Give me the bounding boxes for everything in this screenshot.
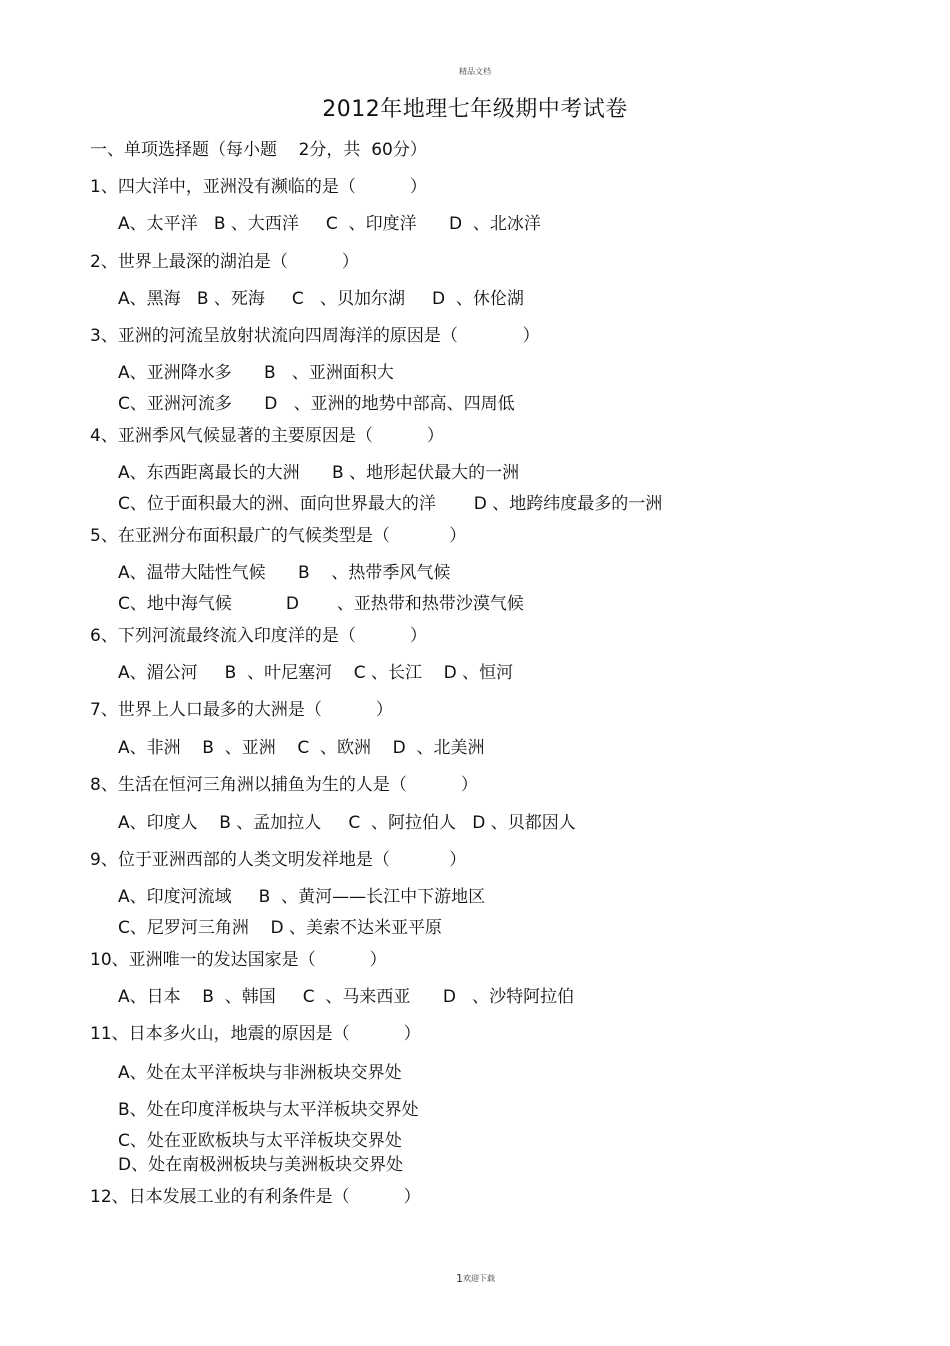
question-7-options: A、非洲 B 、亚洲 C 、欧洲 D 、北美洲 xyxy=(118,738,485,758)
question-8: 8、生活在恒河三角洲以捕鱼为生的人是（ ） xyxy=(90,775,478,795)
question-2: 2、世界上最深的湖泊是（ ） xyxy=(90,252,359,272)
question-11-option-c: C、处在亚欧板块与太平洋板块交界处 xyxy=(118,1131,402,1151)
question-7: 7、世界上人口最多的大洲是（ ） xyxy=(90,700,393,720)
question-11-option-b: B、处在印度洋板块与太平洋板块交界处 xyxy=(118,1100,419,1120)
question-3: 3、亚洲的河流呈放射状流向四周海洋的原因是（ ） xyxy=(90,326,540,346)
question-5-options-cd: C、地中海气候 D 、亚热带和热带沙漠气候 xyxy=(118,594,524,614)
question-12: 12、日本发展工业的有利条件是（ ） xyxy=(90,1187,421,1207)
question-6: 6、下列河流最终流入印度洋的是（ ） xyxy=(90,626,427,646)
question-4: 4、亚洲季风气候显著的主要原因是（ ） xyxy=(90,426,444,446)
question-9: 9、位于亚洲西部的人类文明发祥地是（ ） xyxy=(90,850,467,870)
question-3-options-cd: C、亚洲河流多 D 、亚洲的地势中部高、四周低 xyxy=(118,394,515,414)
page-title: 2012年地理七年级期中考试卷 xyxy=(322,97,628,122)
question-4-options-cd: C、位于面积最大的洲、面向世界最大的洋 D 、地跨纬度最多的一洲 xyxy=(118,494,663,514)
question-11: 11、日本多火山，地震的原因是（ ） xyxy=(90,1024,421,1044)
question-11-option-d: D、处在南极洲板块与美洲板块交界处 xyxy=(118,1155,404,1175)
page-footer xyxy=(456,1272,495,1285)
question-11-option-a: A、处在太平洋板块与非洲板块交界处 xyxy=(118,1063,402,1083)
section-heading: 一、单项选择题（每小题 2分，共 60分） xyxy=(90,140,427,160)
question-9-options-ab: A、印度河流域 B 、黄河——长江中下游地区 xyxy=(118,887,486,907)
header-note: 精品文档 xyxy=(459,67,491,76)
question-5: 5、在亚洲分布面积最广的气候类型是（ ） xyxy=(90,526,467,546)
question-3-options-ab: A、亚洲降水多 B 、亚洲面积大 xyxy=(118,363,394,383)
question-1: 1、四大洋中，亚洲没有濒临的是（ ） xyxy=(90,177,427,197)
page-number: 1 xyxy=(456,1272,463,1285)
question-8-options: A、印度人 B 、孟加拉人 C 、阿拉伯人 D 、贝都因人 xyxy=(118,813,576,833)
footer-text: 欢迎下载 xyxy=(463,1274,495,1283)
question-9-options-cd: C、尼罗河三角洲 D 、美索不达米亚平原 xyxy=(118,918,442,938)
question-1-options: A、太平洋 B 、大西洋 C 、印度洋 D 、北冰洋 xyxy=(118,214,541,234)
question-5-options-ab: A、温带大陆性气候 B 、热带季风气候 xyxy=(118,563,451,583)
question-2-options: A、黑海 B 、死海 C 、贝加尔湖 D 、休伦湖 xyxy=(118,289,524,309)
question-10: 10、亚洲唯一的发达国家是（ ） xyxy=(90,950,387,970)
question-4-options-ab: A、东西距离最长的大洲 B 、地形起伏最大的一洲 xyxy=(118,463,520,483)
question-6-options: A、湄公河 B 、叶尼塞河 C 、长江 D 、恒河 xyxy=(118,663,514,683)
question-10-options: A、日本 B 、韩国 C 、马来西亚 D 、沙特阿拉伯 xyxy=(118,987,575,1007)
